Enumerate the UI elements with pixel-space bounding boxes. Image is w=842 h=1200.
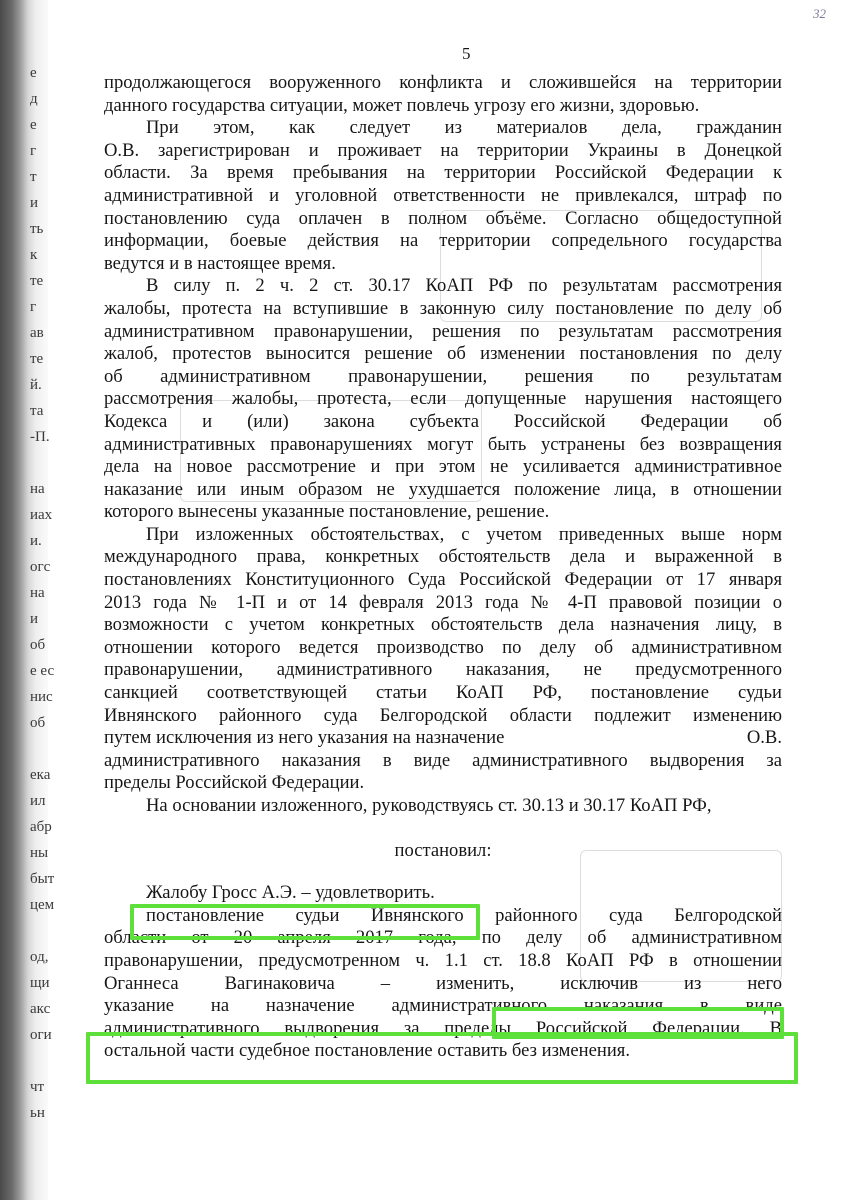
text-line: административного наказания в виде административного выдворения за [104,749,782,771]
bleed-fragment: д [30,91,38,107]
bleed-fragment: и [30,611,39,627]
bleed-fragment: е [30,117,37,133]
bleed-fragment: ека [30,767,51,783]
bleed-fragment: и. [30,533,42,549]
paragraph-5: На основании изложенного, руководствуясь ст. 30.13 и 30.17 КоАП РФ, [146,795,712,816]
text-line: санкцией соответствующей статьи КоАП РФ, постановление судьи [104,682,782,704]
bleed-fragment [30,736,54,762]
bleed-fragment: й. [30,377,42,393]
bleed-fragment: огс [30,559,51,575]
text-line: возможности с учетом конкретных обстоятельств дела назначения лицу, в [104,614,782,636]
previous-page-bleed-text [30,60,54,1126]
bleed-fragment: та [30,403,44,419]
bleed-fragment: ьн [30,1105,45,1121]
text-line: Оганнеса Вагинаковича – изменить, исключив из него [104,972,782,994]
paragraph-3 [104,275,782,524]
bleed-fragment: е [30,65,37,81]
text-line: административной и уголовной ответственности не привлекался, штраф по [104,184,782,206]
bleed-fragment: г [30,143,37,159]
highlight-exclusion [86,1032,798,1084]
bleed-fragment: чт [30,1079,45,1095]
bleed-fragment: т [30,169,37,185]
bleed-fragment: на [30,481,45,497]
highlight-complaint-satisfied [130,904,480,940]
bleed-fragment [30,1048,54,1074]
bleed-fragment: ав [30,325,44,341]
text-line: правонарушении, административного наказания, не предусмотренного [104,659,782,681]
bleed-fragment: иах [30,507,53,523]
text-line: правонарушении, предусмотренном ч. 1.1 ст. 18.8 КоАП РФ в отношении [104,949,782,971]
text-line: которого вынесены указанные постановление, решение. [104,501,550,523]
text-line: области. За время пребывания на территории Российской Федерации к [104,162,782,184]
bleed-fragment [30,918,54,944]
text-line: 2013 года № 1-П и от 14 февраля 2013 года № 4-П правовой позиции о [104,591,782,613]
text-line: О.В. зарегистрирован и проживает на территории Украины в Донецкой [104,139,782,161]
bleed-fragment: к [30,247,38,263]
handwritten-page-mark: 32 [813,6,826,21]
text-line: дела на новое рассмотрение и при этом не усиливается административное [104,456,782,478]
text-line: об административном правонарушении, решения по результатам [104,365,782,387]
resolved-heading: постановил: [394,839,492,861]
text-line: данного государства ситуации, может повлечь угрозу его жизни, здоровью. [104,94,700,116]
paragraph-4 [104,524,782,795]
text-line: области от 20 апреля 2017 года, по делу об административном [104,927,782,949]
text-line: административных правонарушениях могут быть устранены без возвращения [104,433,782,455]
text-line: постановлениях Конституционного Суда Российской Федерации от 17 января [104,569,782,591]
text-line: Ивнянского районного суда Белгородской области подлежит изменению [104,704,782,726]
text-line: жалобы, протеста на вступившие в законную силу постановление по делу об [104,297,782,319]
bleed-fragment: быт [30,871,54,887]
bleed-fragment: цем [30,897,54,913]
text-line: постановление судьи Ивнянского районного суда Белгородской [146,904,782,926]
text-line: административного выдворения за пределы Российской Федерации. В [104,1017,782,1039]
bleed-fragment: щи [30,975,50,991]
bleed-fragment: е ес [30,663,54,679]
bleed-fragment [30,450,54,476]
bleed-fragment: -П. [30,429,50,445]
text-line: В силу п. 2 ч. 2 ст. 30.17 КоАП РФ по результатам рассмотрения [146,275,782,297]
text-line: отношении которого ведется производство по делу об административном [104,636,782,658]
text-line: наказание или иным образом не ухудшается положение лица, в отношении [104,478,782,500]
bleed-fragment: на [30,585,45,601]
bleed-fragment: и [30,195,39,211]
bleed-fragment: ил [30,793,46,809]
bleed-fragment: оги [30,1027,52,1043]
bleed-fragment: г [30,299,37,315]
bleed-fragment: од, [30,949,49,965]
text-line: путем исключения из него указания на назначение О.В. [104,727,782,749]
bleed-fragment: те [30,273,44,289]
bleed-fragment: об [30,637,46,653]
paragraph-1 [104,72,782,117]
text-line: остальной части судебное постановление оставить без изменения. [104,1040,630,1062]
bleed-fragment: ны [30,845,49,861]
text-line: продолжающегося вооруженного конфликта и сложившейся на территории [104,72,782,93]
text-line: жалоб, протестов выносится решение об изменении постановления по делу [104,343,782,365]
text-line: постановлению суда оплачен в полном объёме. Согласно общедоступной [104,207,782,229]
text-line: При изложенных обстоятельствах, с учетом приведенных выше норм [146,523,782,545]
paragraph-2 [104,117,782,275]
resolution-satisfy-complaint: Жалобу Гросс А.Э. – удовлетворить. [146,882,435,904]
text-line: рассмотрения жалобы, протеста, если допущенные нарушения настоящего [104,388,782,410]
bleed-fragment: те [30,351,44,367]
text-line: информации, боевые действия на территории сопредельного государства [104,230,782,252]
bleed-fragment: абр [30,819,52,835]
bleed-fragment: нис [30,689,53,705]
text-line: Кодекса и (или) закона субъекта Российской Федерации об [104,410,782,432]
text-line: При этом, как следует из материалов дела, гражданин [146,117,782,139]
redacted-name-initials: О.В. [746,727,782,749]
bleed-fragment: акс [30,1001,51,1017]
text-line: ведутся и в настоящее время. [104,252,336,274]
text-line: пределы Российской Федерации. [104,772,365,794]
bleed-fragment: ть [30,221,44,237]
bleed-fragment: об [30,715,46,731]
text-line: международного права, конкретных обстоятельств дела и выраженной в [104,546,782,568]
page-number: 5 [462,44,471,63]
text-line: административном правонарушении, решения по результатам рассмотрения [104,320,782,342]
text-line: указание на назначение административного наказания в виде [104,995,782,1017]
